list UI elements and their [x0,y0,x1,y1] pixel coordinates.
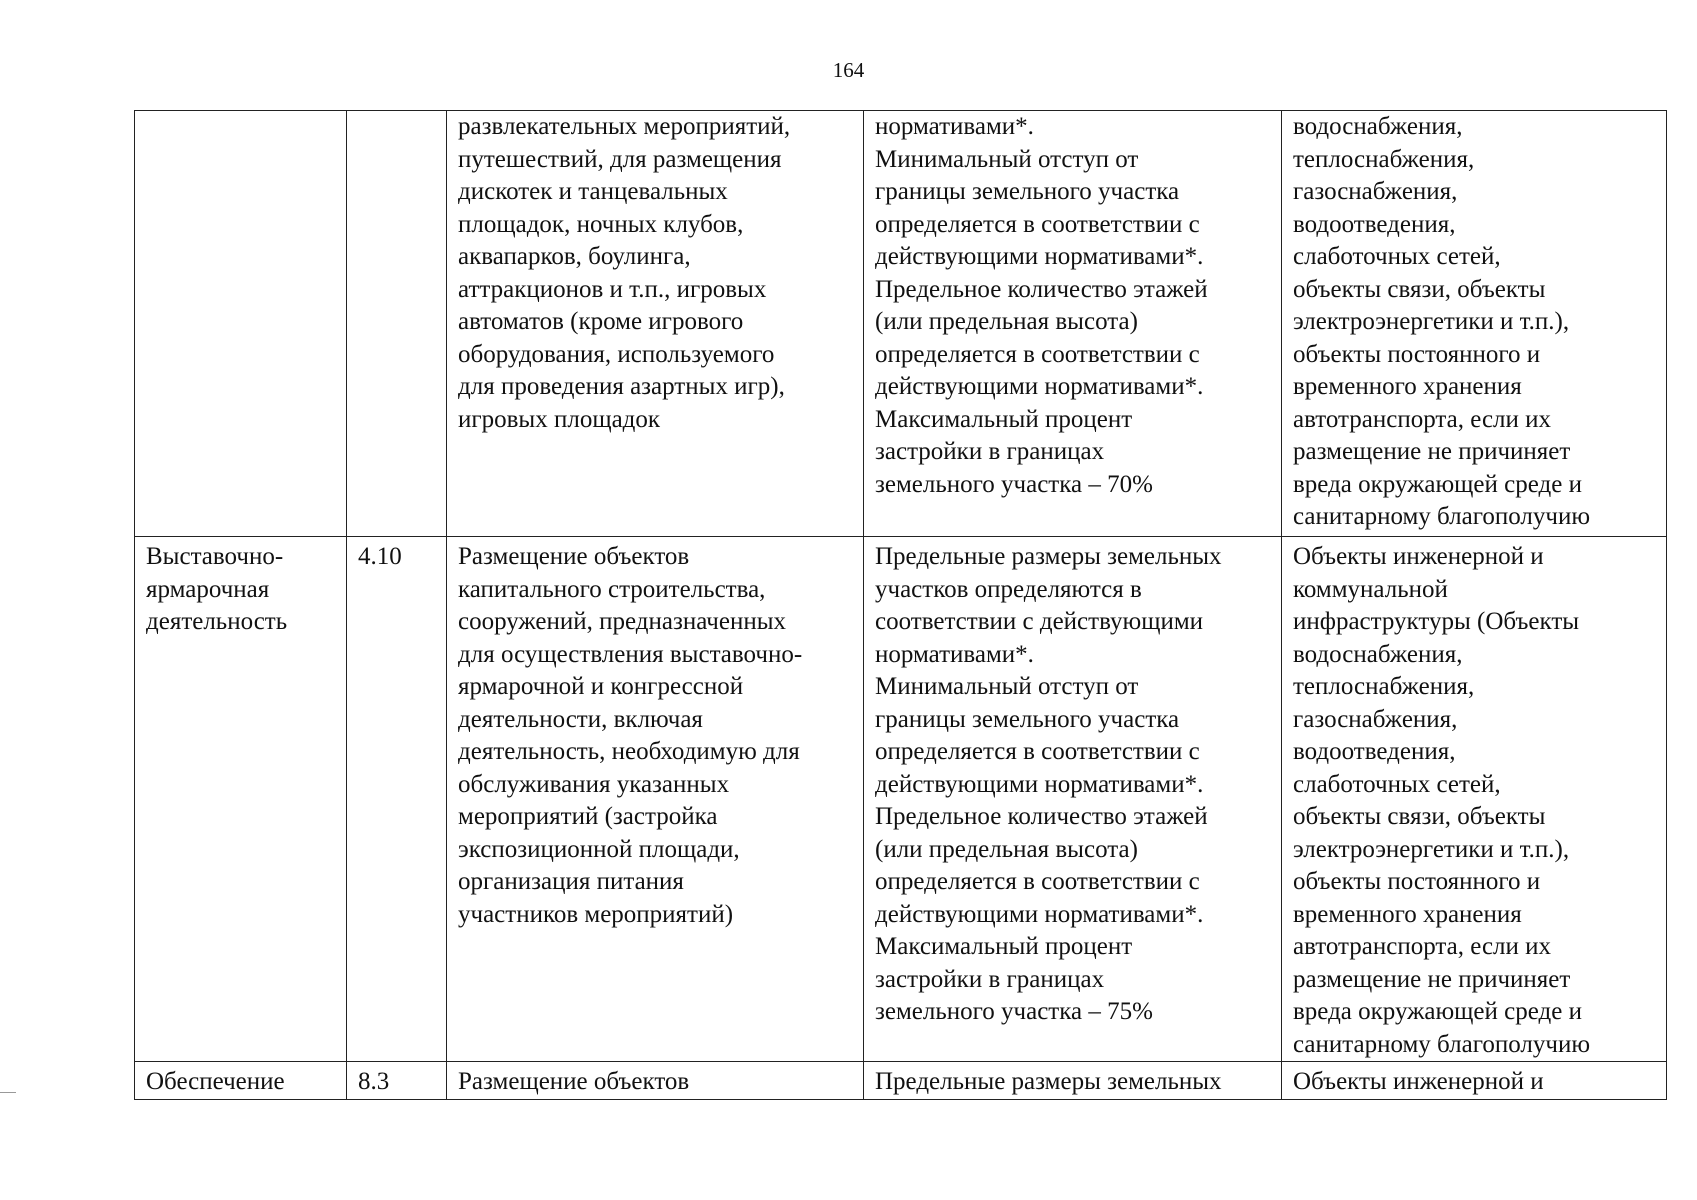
land-use-table [134,110,1667,1100]
page-number: 164 [832,58,865,82]
table-row [135,111,1667,537]
parameters-cell: Предельные размеры земельных [864,1062,1282,1100]
use-code-cell: 8.3 [347,1062,447,1100]
use-description-cell: Размещение объектов [447,1062,864,1100]
infrastructure-cell: Объекты инженерной и [1282,1062,1667,1100]
parameters-cell: нормативами*. Минимальный отступ от границы земельного участка определяется в соответствии с действующими нормативами*. Предельное количество этажей (или предельная высота) определяется в соответствии с действующими нормативами*. Максимальный процент застройки в границах земельного участка – 70% [864,111,1282,537]
table-row [135,1062,1667,1100]
use-name-cell: Обеспечение [135,1062,347,1100]
use-description-cell: Размещение объектов капитального строительства, сооружений, предназначенных для осуществления выставочно- ярмарочной и конгрессной деятельности, включая деятельность, необходимую для обслуживания указанных мероприятий (застройка экспозиционной площади, организация питания участников мероприятий) [447,537,864,1062]
table-row [135,537,1667,1062]
margin-mark [0,1092,16,1093]
use-code-cell [347,111,447,537]
use-name-cell [135,111,347,537]
use-name-cell: Выставочно- ярмарочная деятельность [135,537,347,1062]
parameters-cell: Предельные размеры земельных участков определяются в соответствии с действующими нормативами*. Минимальный отступ от границы земельного участка определяется в соответствии с действующими нормативами*. Предельное количество этажей (или предельная высота) определяется в соответствии с действующими нормативами*. Максимальный процент застройки в границах земельного участка – 75% [864,537,1282,1062]
use-description-cell: развлекательных мероприятий, путешествий, для размещения дискотек и танцевальных площадок, ночных клубов, аквапарков, боулинга, аттракционов и т.п., игровых автоматов (кроме игрового оборудования, используемого для проведения азартных игр), игровых площадок [447,111,864,537]
use-code-cell: 4.10 [347,537,447,1062]
infrastructure-cell: водоснабжения, теплоснабжения, газоснабжения, водоотведения, слаботочных сетей, объекты связи, объекты электроэнергетики и т.п.), объекты постоянного и временного хранения автотранспорта, если их размещение не причиняет вреда окружающей среде и санитарному благополучию [1282,111,1667,537]
infrastructure-cell: Объекты инженерной и коммунальной инфраструктуры (Объекты водоснабжения, теплоснабжения, газоснабжения, водоотведения, слаботочных сетей, объекты связи, объекты электроэнергетики и т.п.), объекты постоянного и временного хранения автотранспорта, если их размещение не причиняет вреда окружающей среде и санитарному благополучию [1282,537,1667,1062]
